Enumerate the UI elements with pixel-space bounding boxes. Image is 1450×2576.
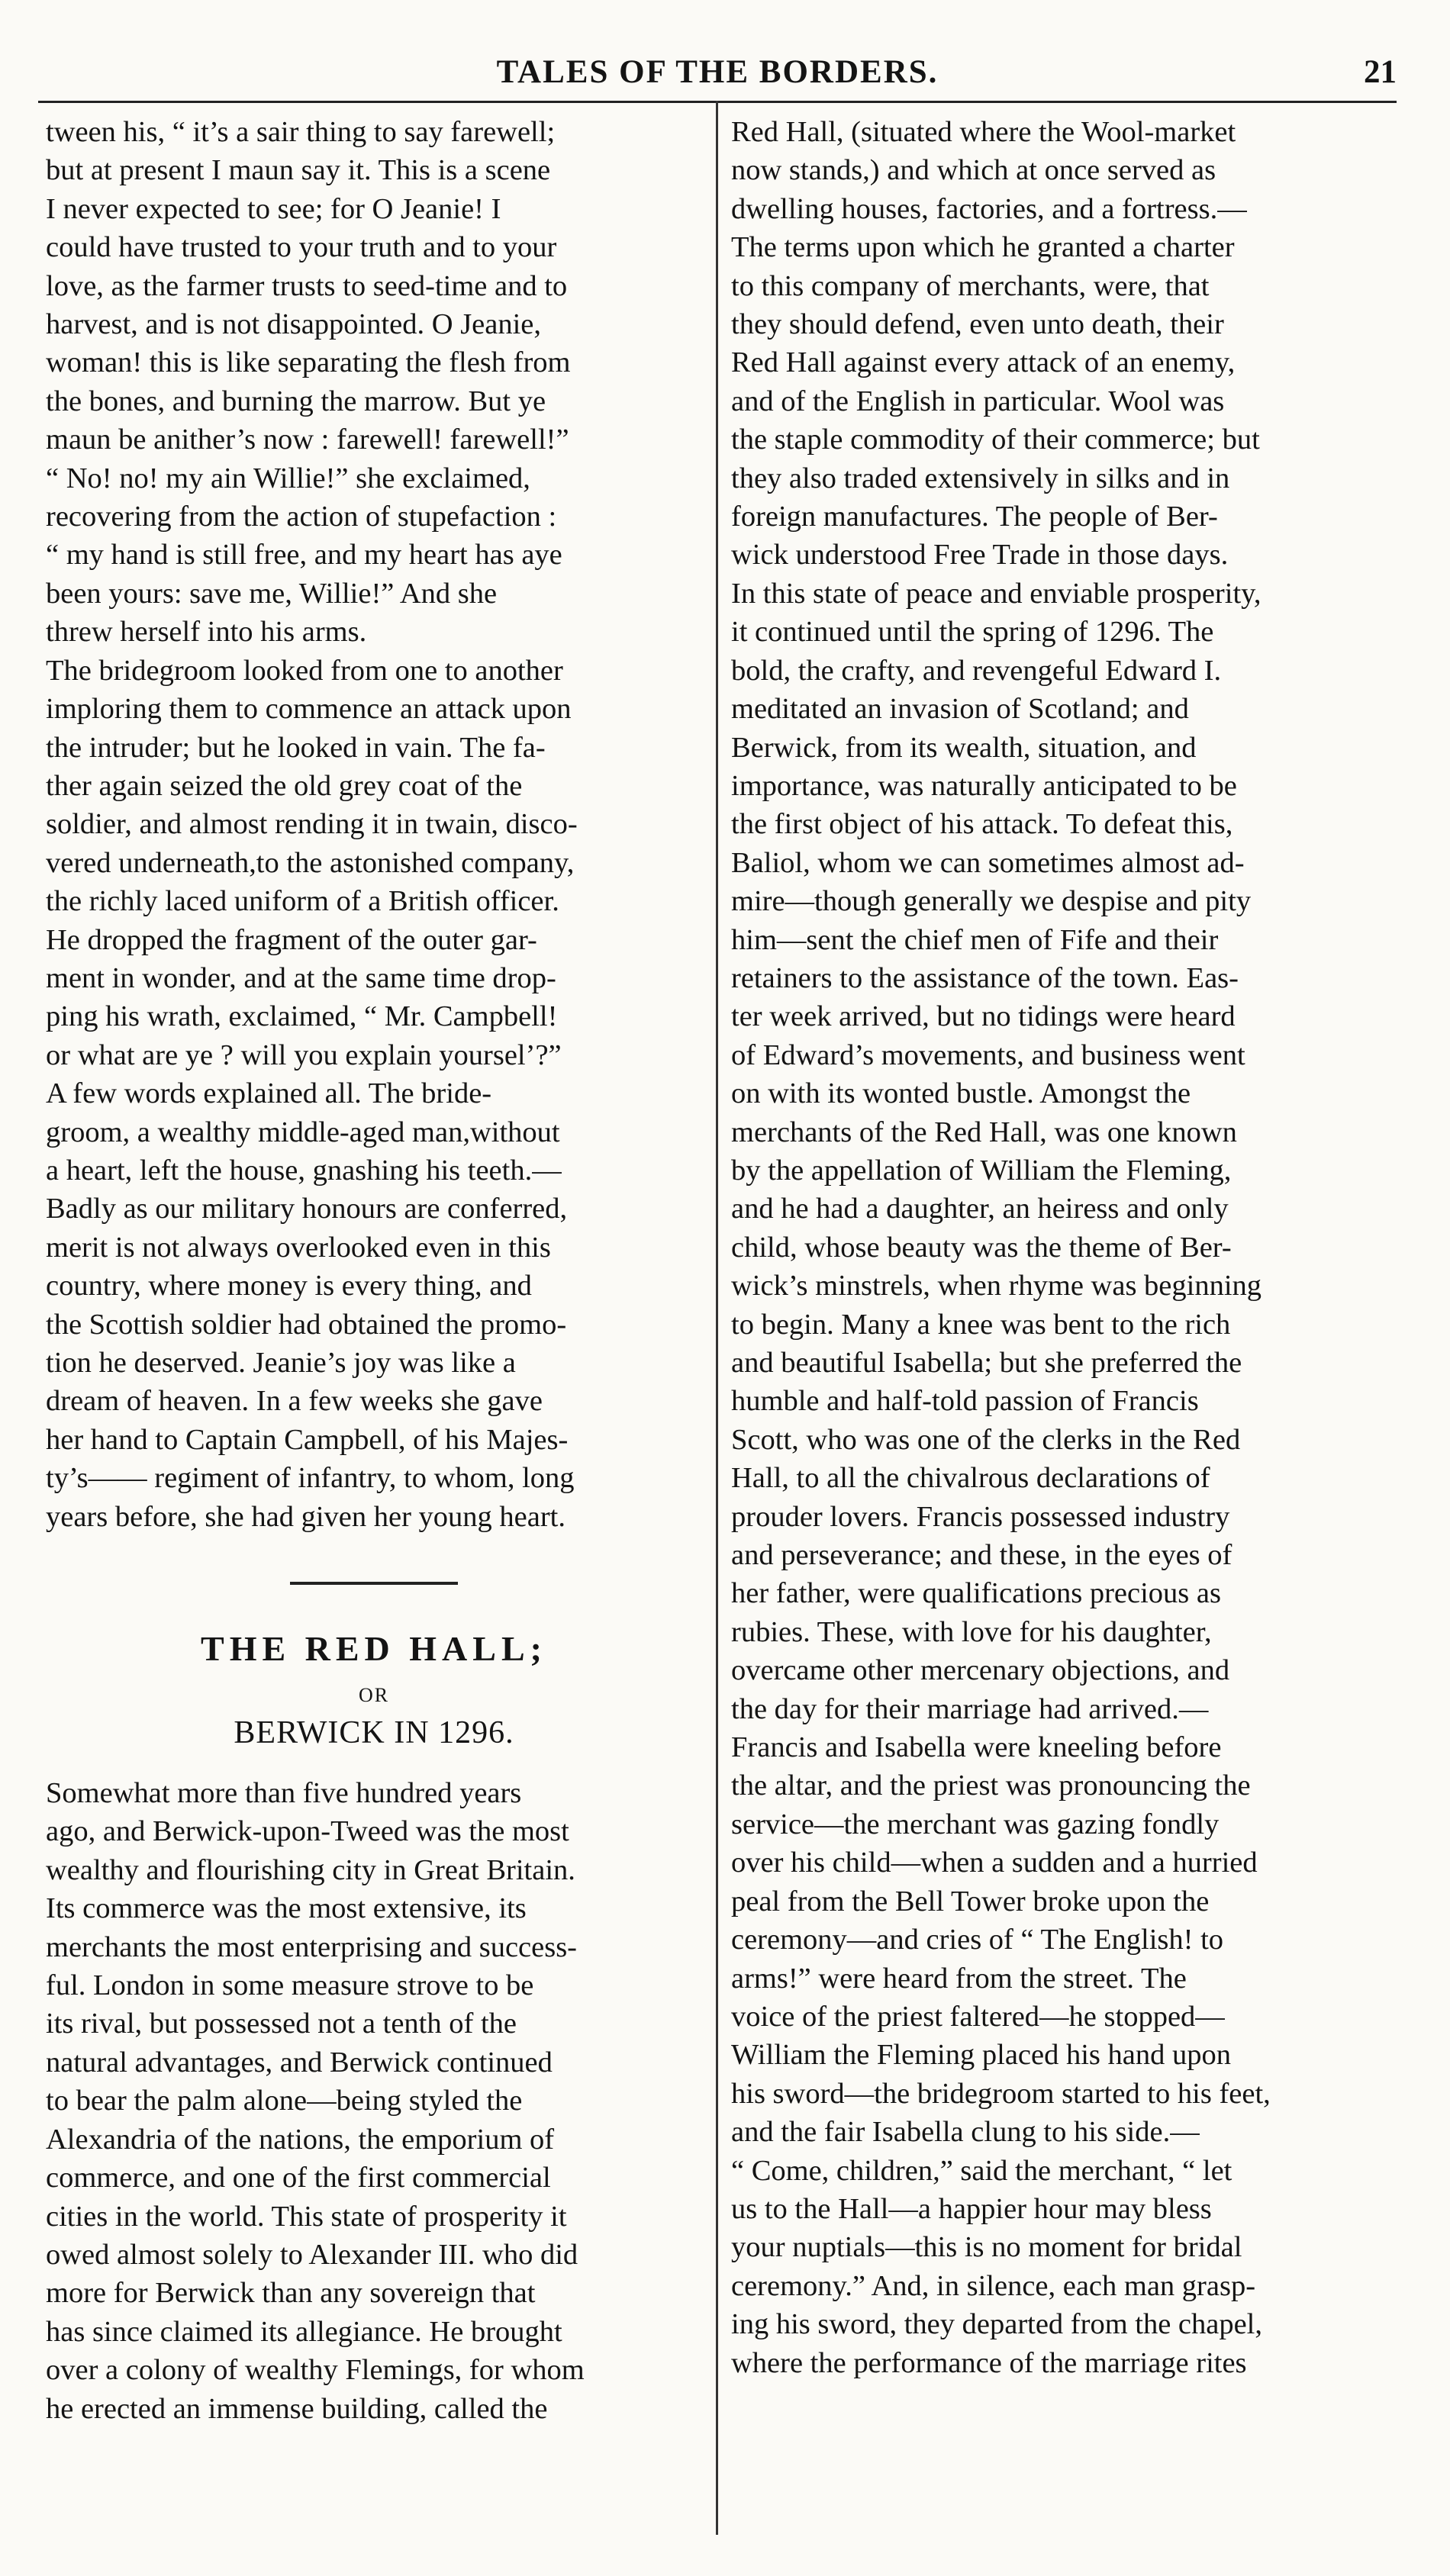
page-number: 21 — [1364, 54, 1397, 90]
story-subtitle: BERWICK IN 1296. — [234, 1715, 514, 1751]
running-title: TALES OF THE BORDERS. — [496, 54, 939, 90]
story-title-or: OR — [358, 1684, 390, 1707]
paragraph: The bridegroom looked from one to another imploring them to commence an attack upon the intruder; but he looked in vain. The fa- ther again seized the old grey coat of the soldier, and almost rending it in twain, disco- vered underneath,to the astonished company, the richly laced uniform of a British officer. He dropped the fragment of the outer gar- ment in wonder, and at the same time drop- ping his wrath, exclaimed, “ Mr. Campbell! or what are ye ? will you explain yoursel’?” — [46, 654, 578, 1071]
paragraph: Red Hall, (situated where the Wool-market now stands,) and which at once served as dwelling houses, factories, and a fortress.— The terms upon which he granted a charter to this company of merchants, were, that they should defend, even unto death, their Red Hall against every attack of an enemy, and of the English in particular. Wool was the staple commodity of their commerce; but they also traded extensively in silks and in foreign manufactures. The people of Ber- wick understood Free Trade in those days. In this state of peace and enviable prosperity, it continued until the spring of 1296. The bold, the crafty, and revengeful Edward I. meditated an invasion of Scotland; and Berwick, from its wealth, situation, and importance, was naturally anticipated to be the first object of his attack. To defeat this, Baliol, whom we can sometimes almost ad- mire—though generally we despise and pity him—sent the chief men of Fife and their retainers to the assistance of the town. Eas- ter week arrived, but no tidings were heard of Edward’s movements, and business went on with its wonted bustle. Amongst the merchants of the Red Hall, was one known by the appellation of William the Fleming, and he had a daughter, an heiress and only child, whose beauty was the theme of Ber- wick’s minstrels, when rhyme was beginning to begin. Many a knee was bent to the rich and beautiful Isabella; but she preferred the humble and half-told passion of Francis Scott, who was one of the clerks in the Red Hall, to all the chivalrous declarations of prouder lovers. Francis possessed industry and perseverance; and these, in the eyes of her father, were qualifications precious as rubies. These, with love for his daughter, overcame other mercenary objections, and the day for their marriage had arrived.— Francis and Isabella were kneeling before the altar, and the priest was pronouncing the service—the merchant was gazing fondly over his child—when a sudden and a hurried peal from the Bell Tower broke upon the ceremony—and cries of “ The English! to arms!” were heard from the street. The voice of the priest faltered—he stopped— William the Fleming placed his hand upon his sword—the bridegroom started to his feet, and the fair Isabella clung to his side.— “ Come, children,” said the merchant, “ let us to the Hall—a happier hour may bless your nuptials—this is no moment for bridal ceremony.” And, in silence, each man grasp- ing his sword, they departed from the chapel, where the performance of the marriage rites — [731, 116, 1271, 2379]
page-header — [38, 46, 1397, 99]
story-title: THE RED HALL; — [201, 1629, 547, 1669]
paragraph: tween his, “ it’s a sair thing to say farewell; but at present I maun say it. This is a scene I never expected to see; for O Jeanie! I could have trusted to your truth and to your love, as the farmer trusts to seed-time and to harvest, and is not disappointed. O Jeanie, woman! this is like separating the flesh from the bones, and burning the marrow. But ye maun be anither’s now : farewell! farewell!” — [46, 116, 571, 456]
paragraph: A few words explained all. The bride- groom, a wealthy middle-aged man,without a heart, left the house, gnashing his teeth.— Badly as our military honours are conferred, merit is not always overlooked even in this country, where money is every thing, and the Scottish soldier had obtained the promo- tion he deserved. Jeanie’s joy was like a dream of heaven. In a few weeks she gave her hand to Captain Campbell, of his Majes- ty’s—— regiment of infantry, to whom, long years before, she had given her young heart. — [46, 1077, 575, 1533]
story-paragraph: Somewhat more than five hundred years ago, and Berwick-upon-Tweed was the most wealthy and flourishing city in Great Britain. Its commerce was the most extensive, its merchants the most enterprising and success- ful. London in some measure strove to be its rival, but possessed not a tenth of the natural advantages, and Berwick continued to bear the palm alone—being styled the Alexandria of the nations, the emporium of commerce, and one of the first commercial cities in the world. This state of prosperity it owed almost solely to Alexander III. who did more for Berwick than any sovereign that has since claimed its allegiance. He brought over a colony of wealthy Flemings, for whom he erected an immense building, called the — [46, 1777, 585, 2425]
left-column — [46, 113, 702, 2428]
right-column — [731, 113, 1387, 2382]
paragraph: “ No! no! my ain Willie!” she exclaimed, recovering from the action of stupefaction : “ my hand is still free, and my heart has aye been yours: save me, Willie!” And she threw herself into his arms. — [46, 462, 562, 649]
section-divider — [290, 1582, 458, 1585]
column-divider — [716, 101, 718, 2535]
